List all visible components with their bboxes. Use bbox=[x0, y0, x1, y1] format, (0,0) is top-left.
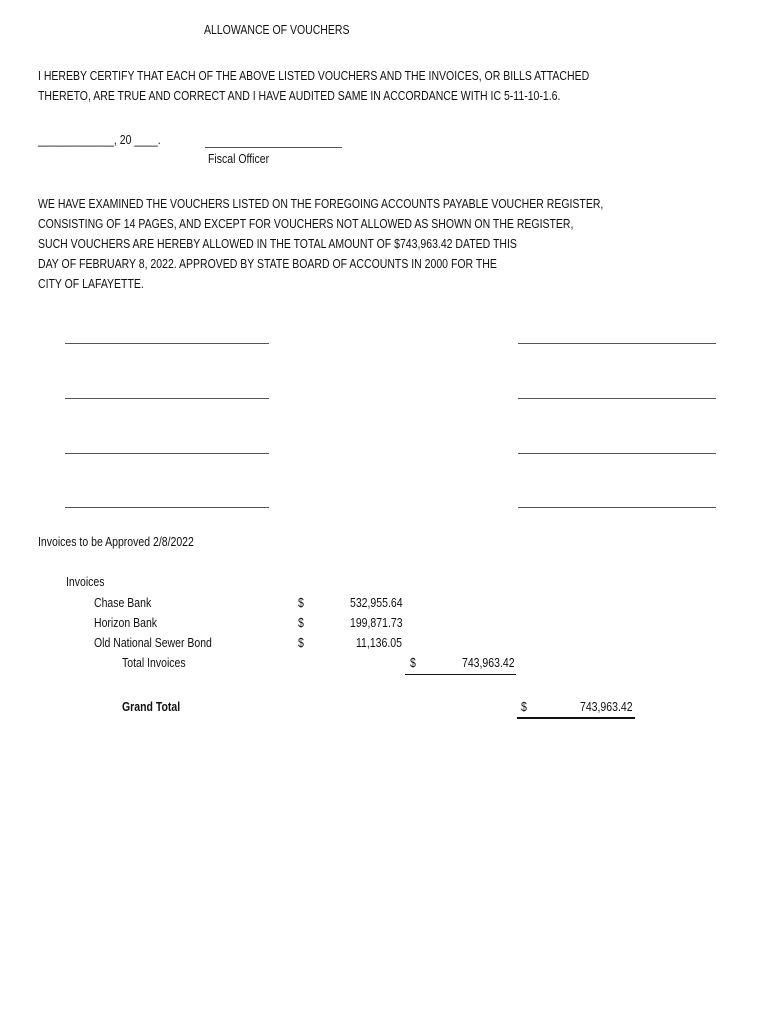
grand-total-label: Grand Total bbox=[122, 700, 181, 714]
examined-line: WE HAVE EXAMINED THE VOUCHERS LISTED ON THE FOREGOING ACCOUNTS PAYABLE VOUCHER REGISTER, bbox=[38, 197, 604, 211]
invoice-currency: $ bbox=[298, 596, 304, 610]
date-line: _____________, 20 ____. bbox=[38, 133, 161, 147]
examined-line: CONSISTING OF 14 PAGES, AND EXCEPT FOR VOUCHERS NOT ALLOWED AS SHOWN ON THE REGISTER, bbox=[38, 217, 574, 231]
signature-line-left bbox=[65, 453, 269, 454]
total-invoices-amount: 743,963.42 bbox=[462, 656, 515, 670]
signature-line-right bbox=[518, 507, 716, 508]
examined-line: CITY OF LAFAYETTE. bbox=[38, 277, 144, 291]
fiscal-officer-signature-line bbox=[205, 147, 342, 148]
invoice-amount: 11,136.05 bbox=[356, 636, 402, 650]
signature-line-right bbox=[518, 343, 716, 344]
certify-line: I HEREBY CERTIFY THAT EACH OF THE ABOVE LISTED VOUCHERS AND THE INVOICES, OR BILLS ATTACHED bbox=[38, 69, 590, 83]
signature-line-right bbox=[518, 398, 716, 399]
invoice-currency: $ bbox=[298, 616, 304, 630]
grand-total-underline bbox=[517, 717, 635, 719]
examined-line: DAY OF FEBRUARY 8, 2022. APPROVED BY STATE BOARD OF ACCOUNTS IN 2000 FOR THE bbox=[38, 257, 497, 271]
signature-line-right bbox=[518, 453, 716, 454]
grand-total-currency: $ bbox=[521, 700, 527, 714]
signature-line-left bbox=[65, 398, 269, 399]
signature-line-left bbox=[65, 507, 269, 508]
total-invoices-currency: $ bbox=[410, 656, 416, 670]
document-title: ALLOWANCE OF VOUCHERS bbox=[204, 23, 350, 37]
invoices-label: Invoices bbox=[66, 575, 105, 589]
certify-line: THERETO, ARE TRUE AND CORRECT AND I HAVE AUDITED SAME IN ACCORDANCE WITH IC 5-11-10-1.6. bbox=[38, 89, 561, 103]
invoice-amount: 199,871.73 bbox=[350, 616, 403, 630]
invoice-name: Horizon Bank bbox=[94, 616, 158, 630]
certification-paragraph bbox=[38, 66, 589, 106]
examined-line: SUCH VOUCHERS ARE HEREBY ALLOWED IN THE TOTAL AMOUNT OF $743,963.42 DATED THIS bbox=[38, 237, 517, 251]
examination-paragraph bbox=[38, 194, 603, 294]
total-invoices-underline bbox=[405, 674, 516, 675]
invoices-header: Invoices to be Approved 2/8/2022 bbox=[38, 535, 194, 549]
invoice-name: Old National Sewer Bond bbox=[94, 636, 212, 650]
invoice-name: Chase Bank bbox=[94, 596, 152, 610]
grand-total-amount: 743,963.42 bbox=[580, 700, 633, 714]
invoice-currency: $ bbox=[298, 636, 304, 650]
total-invoices-label: Total Invoices bbox=[122, 656, 186, 670]
fiscal-officer-label: Fiscal Officer bbox=[208, 152, 270, 166]
invoice-amount: 532,955.64 bbox=[350, 596, 403, 610]
signature-line-left bbox=[65, 343, 269, 344]
